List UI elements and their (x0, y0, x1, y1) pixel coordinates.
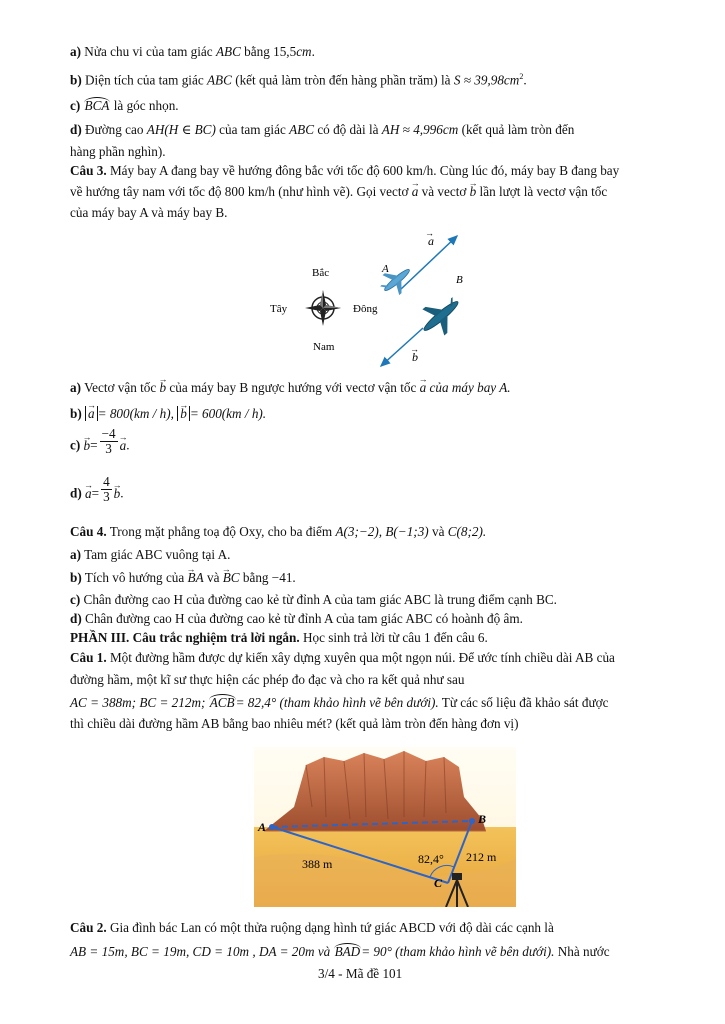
label-length-bc: 212 m (466, 850, 497, 864)
p3c1-line3: AC = 388m; BC = 212m; ACB= 82,4° (tham khảo hình vẽ bên dưới). Từ các số liệu đã khảo sát được (70, 695, 609, 710)
compass-south: Nam (313, 341, 335, 353)
vector-a-label: a (428, 234, 434, 248)
q2-item-c: c) BCA là góc nhọn. (70, 98, 179, 113)
svg-text:→: → (425, 228, 434, 238)
tunnel-figure (254, 747, 516, 907)
label-plane-a: A (382, 263, 389, 275)
cau3-item-c: c) → b= $\frac{-4}{3}$ → a. (70, 437, 130, 456)
label-point-b: B (478, 812, 487, 826)
p3c2-line2: AB = 15m, BC = 19m, CD = 10m , DA = 20m và BAD= 90° (tham khảo hình vẽ bên dưới). Nhà nước (70, 944, 610, 959)
q2-item-b: b) Diện tích của tam giác ABC (kết quả làm tròn đến hàng phần trăm) là $S \approx 39,98cm^2$. (70, 72, 527, 88)
svg-text:→: → (410, 344, 419, 354)
compass-north: Bắc (312, 267, 330, 279)
cau4-item-a: a) Tam giác ABC vuông tại A. (70, 547, 231, 562)
airplane-b-icon (413, 289, 469, 343)
cau3-line3: của máy bay A và máy bay B. (70, 205, 228, 220)
cau4-item-b: b) Tích vô hướng của → BA và → BC bằng −41. (70, 570, 296, 586)
cau3-item-a: a) Vectơ vận tốc → b của máy bay B ngược hướng với vectơ vận tốc → a của máy bay A. (70, 380, 511, 396)
compass-icon (305, 290, 341, 326)
label-angle-c: 82,4° (418, 852, 444, 866)
compass-west: Tây (270, 303, 288, 315)
angle-bca: BCA (84, 98, 110, 113)
label-point-a: A (258, 820, 267, 834)
compass-east: Đông (353, 303, 378, 315)
label-plane-b: B (456, 274, 463, 286)
cau4-item-d: d) Chân đường cao H của đường cao kẻ từ đỉnh A của tam giác ABC có hoành độ âm. (70, 611, 523, 626)
p3c2-line1: Câu 2. Gia đình bác Lan có một thửa ruộng dạng hình tứ giác ABCD với độ dài các cạnh là (70, 920, 554, 935)
cau3-line1: Câu 3. Máy bay A đang bay về hướng đông bắc với tốc độ 600 km/h. Cùng lúc đó, máy bay B đang bay (70, 163, 620, 178)
cau3-item-d: d) → a= $\frac{4}{3}$ → b. (70, 485, 124, 504)
q2-item-a: a) Nửa chu vi của tam giác ABC bằng 15,5cm. (70, 44, 315, 59)
cau4-item-c: c) Chân đường cao H của đường cao kẻ từ đỉnh A của tam giác ABC là trung điểm cạnh BC. (70, 592, 557, 607)
airplane-figure (265, 228, 475, 368)
q2-item-d: d) Đường cao AH(H ∈ BC) của tam giác ABC có độ dài là AH ≈ 4,996cm (kết quả làm tròn đến (70, 122, 575, 137)
p3c1-line2: đường hầm, một kĩ sư thực hiện các phép đo đạc và cho ra kết quả như sau (70, 672, 465, 687)
cau3-line2: về hướng tây nam với tốc độ 800 km/h (như hình vẽ). Gọi vectơ → a và vectơ → b lần lượt là vectơ vận tốc (70, 184, 607, 200)
p3c1-line4: thì chiều dài đường hầm AB bằng bao nhiêu mét? (kết quả làm tròn đến hàng đơn vị) (70, 716, 519, 731)
p3c1-line1: Câu 1. Một đường hầm được dự kiến xây dựng xuyên qua một ngọn núi. Để ước tính chiều dài AB của (70, 650, 615, 665)
label-point-c: C (434, 876, 443, 890)
cau3-item-b: b) → a = 800(km / h), → b = 600(km / h). (70, 406, 266, 422)
part3-heading: PHẦN III. Câu trắc nghiệm trả lời ngắn. Học sinh trả lời từ câu 1 đến câu 6. (70, 630, 488, 645)
cau4-line1: Câu 4. Trong mặt phẳng toạ độ Oxy, cho ba điểm A(3;−2), B(−1;3) và C(8;2). (70, 524, 487, 539)
label-length-ac: 388 m (302, 857, 333, 871)
page-footer: 3/4 - Mã đề 101 (318, 966, 403, 981)
q2-item-d-cont: hàng phần nghìn). (70, 144, 166, 159)
vector-b-label: b (412, 350, 418, 364)
